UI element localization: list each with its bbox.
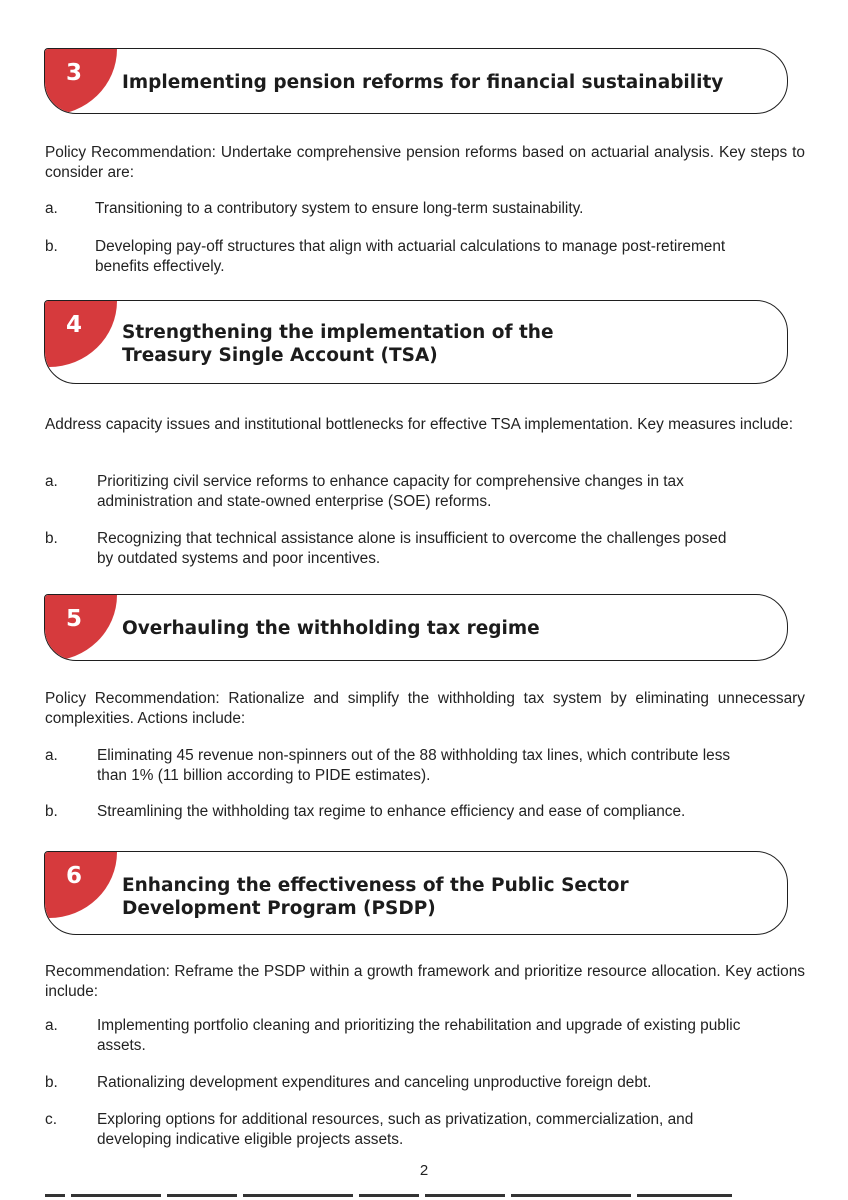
section-number: 3 xyxy=(65,60,82,86)
list-item-text: Implementing portfolio cleaning and prioritizing the rehabilitation and upgrade of existing public assets. xyxy=(97,1017,741,1054)
list-item-letter: b. xyxy=(45,238,58,255)
section-title: Implementing pension reforms for financial sustainability xyxy=(122,72,724,93)
list-item-letter: b. xyxy=(45,1074,58,1091)
list-item xyxy=(45,237,805,277)
list-item xyxy=(45,1110,805,1150)
section-5-header xyxy=(44,594,788,661)
list-item xyxy=(45,802,805,824)
list-item xyxy=(45,1016,805,1056)
list-item xyxy=(45,746,805,786)
cut-off-text-line xyxy=(45,1194,765,1200)
section-3-header xyxy=(44,48,788,114)
section-6-header xyxy=(44,851,788,935)
list-item-letter: b. xyxy=(45,530,58,547)
list-item-text: Recognizing that technical assistance alone is insufficient to overcome the challenges posed by outdated systems and poor incentives. xyxy=(97,530,727,567)
list-item xyxy=(45,529,805,569)
list-item-text: Streamlining the withholding tax regime to enhance efficiency and ease of compliance. xyxy=(97,803,686,820)
section-number: 5 xyxy=(65,606,82,632)
list-item-text: Eliminating 45 revenue non-spinners out of the 88 withholding tax lines, which contribute less than 1% (11 billion according to PIDE estimates). xyxy=(97,747,731,784)
section-4-intro: Address capacity issues and institutional bottlenecks for effective TSA implementation. Key measures include: xyxy=(45,416,793,433)
section-5-intro: Policy Recommendation: Rationalize and simplify the withholding tax system by eliminating unnecessary complexities. Actions include: xyxy=(45,690,805,727)
list-item-letter: b. xyxy=(45,803,58,820)
list-item-letter: a. xyxy=(45,747,58,764)
list-item-text: Transitioning to a contributory system to ensure long-term sustainability. xyxy=(95,200,584,217)
section-title: Overhauling the withholding tax regime xyxy=(122,618,540,639)
section-4-header xyxy=(44,300,788,384)
list-item-letter: a. xyxy=(45,473,58,490)
section-title: Enhancing the effectiveness of the Public Sector Development Program (PSDP) xyxy=(122,875,629,919)
list-item-text: Prioritizing civil service reforms to enhance capacity for comprehensive changes in tax administration and state-owned enterprise (SOE) reforms. xyxy=(97,473,684,510)
list-item xyxy=(45,199,805,221)
list-item-letter: a. xyxy=(45,1017,58,1034)
list-item-text: Developing pay-off structures that align with actuarial calculations to manage post-retirement benefits effectively. xyxy=(95,238,726,275)
list-item-letter: c. xyxy=(45,1111,57,1128)
section-6-intro: Recommendation: Reframe the PSDP within a growth framework and prioritize resource allocation. Key actions include: xyxy=(45,963,805,1000)
list-item-text: Exploring options for additional resources, such as privatization, commercialization, and developing indicative eligible projects assets. xyxy=(97,1111,694,1148)
section-title: Strengthening the implementation of the Treasury Single Account (TSA) xyxy=(122,322,554,366)
section-3-intro: Policy Recommendation: Undertake comprehensive pension reforms based on actuarial analysis. Key steps to consider are: xyxy=(45,144,805,181)
list-item xyxy=(45,472,805,512)
list-item-letter: a. xyxy=(45,200,58,217)
list-item xyxy=(45,1073,805,1095)
page-number: 2 xyxy=(419,1162,429,1179)
section-number: 4 xyxy=(65,312,82,338)
list-item-text: Rationalizing development expenditures and canceling unproductive foreign debt. xyxy=(97,1074,652,1091)
section-number: 6 xyxy=(65,863,82,889)
